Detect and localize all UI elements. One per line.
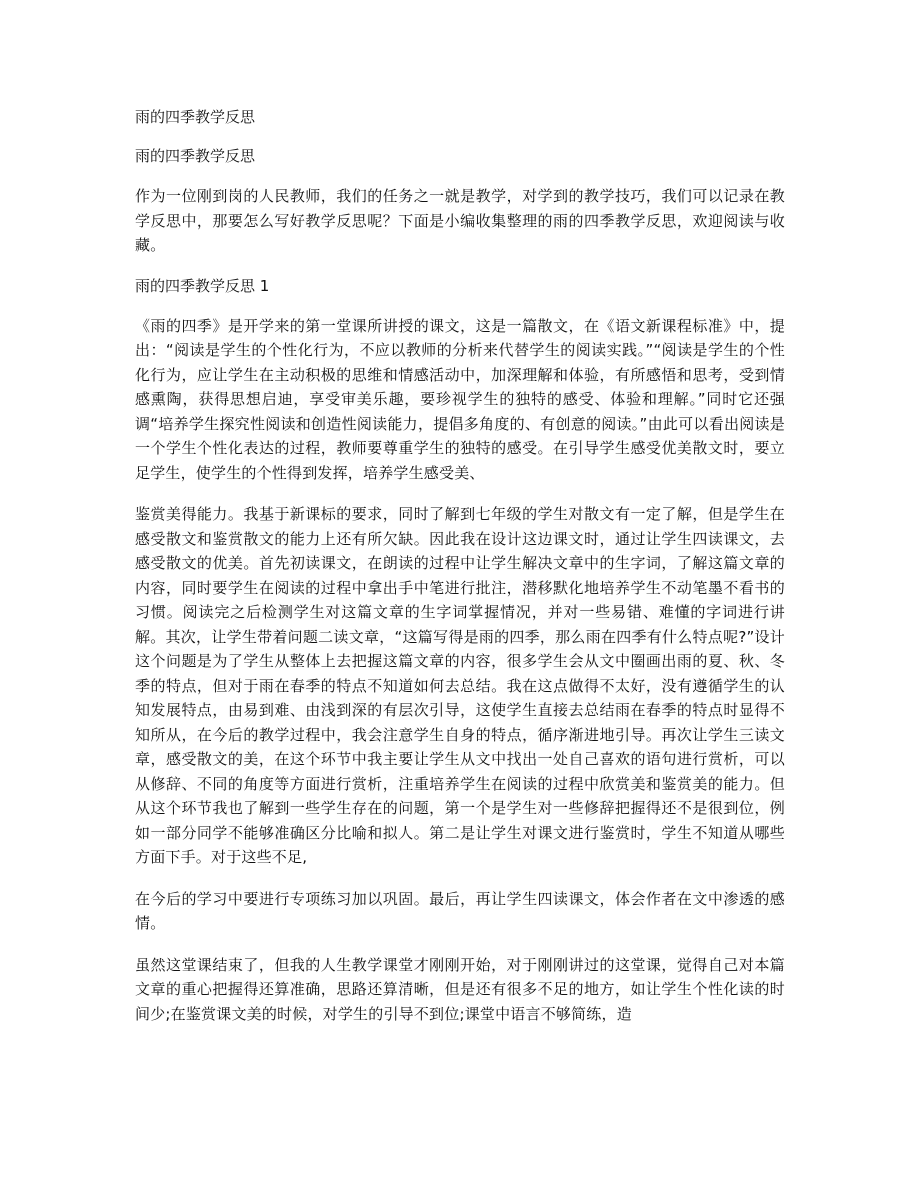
body-paragraph-4: 虽然这堂课结束了，但我的人生教学课堂才刚刚开始，对于刚刚讲过的这堂课，觉得自己对本篇文章的重心把握得还算准确，思路还算清晰，但是还有很多不足的地方，如让学生个性化读的时间少;在鉴赏课文美的时候，对学生的引导不到位;课堂中语言不够简练，造 bbox=[135, 955, 785, 1023]
intro-paragraph: 作为一位刚到岗的人民教师，我们的任务之一就是教学，对学到的教学技巧，我们可以记录在教学反思中，那要怎么写好教学反思呢？下面是小编收集整理的雨的四季教学反思，欢迎阅读与收藏。 bbox=[135, 187, 785, 254]
document-body bbox=[135, 106, 785, 1026]
body-paragraph-3: 在今后的学习中要进行专项练习加以巩固。最后，再让学生四读课文，体会作者在文中渗透的感情。 bbox=[135, 889, 785, 932]
document-subtitle: 雨的四季教学反思 bbox=[135, 147, 256, 165]
document-title: 雨的四季教学反思 bbox=[135, 108, 256, 126]
body-paragraph-2: 鉴赏美得能力。我基于新课标的要求，同时了解到七年级的学生对散文有一定了解，但是学生在感受散文和鉴赏散文的能力上还有所欠缺。因此我在设计这边课文时，通过让学生四读课文，去感受散文的优美。首先初读课文，在朗读的过程中让学生解决文章中的生字词，了解这篇文章的内容，同时要学生在阅读的过程中拿出手中笔进行批注，潜移默化地培养学生不动笔墨不看书的习惯。阅读完之后检测学生对这篇文章的生字词掌握情况，并对一些易错、难懂的字词进行讲解。其次，让学生带着问题二读文章，“这篇写得是雨的四季，那么雨在四季有什么特点呢?”设计这个问题是为了学生从整体上去把握这篇文章的内容，很多学生会从文中圈画出雨的夏、秋、冬季的特点，但对于雨在春季的特点不知道如何去总结。我在这点做得不太好，没有遵循学生的认知发展特点，由易到难、由浅到深的有层次引导，这使学生直接去总结雨在春季的特点时显得不知所从，在今后的教学过程中，我会注意学生自身的特点，循序渐进地引导。再次让学生三读文章，感受散文的美，在这个环节中我主要让学生从文中找出一处自己喜欢的语句进行赏析，可以从修辞、不同的角度等方面进行赏析，注重培养学生在阅读的过程中欣赏美和鉴赏美的能力。但从这个环节我也了解到一些学生存在的问题，第一个是学生对一些修辞把握得还不是很到位，例如一部分同学不能够准确区分比喻和拟人。第二是让学生对课文进行鉴赏时，学生不知道从哪些方面下手。对于这些不足, bbox=[135, 505, 785, 866]
section-heading: 雨的四季教学反思 1 bbox=[135, 276, 270, 295]
body-paragraph-1: 《雨的四季》是开学来的第一堂课所讲授的课文，这是一篇散文，在《语文新课程标准》中，提出：“阅读是学生的个性化行为，不应以教师的分析来代替学生的阅读实践。”“阅读是学生的个性化行为，应让学生在主动积极的思维和情感活动中，加深理解和体验，有所感悟和思考，受到情感熏陶，获得思想启迪，享受审美乐趣，要珍视学生的独特的感受、体验和理解。”同时它还强调“培养学生探究性阅读和创造性阅读能力，提倡多角度的、有创意的阅读。”由此可以看出阅读是一个学生个性化表达的过程，教师要尊重学生的独特的感受。在引导学生感受优美散文时，要立足学生，使学生的个性得到发挥，培养学生感受美、 bbox=[135, 316, 785, 482]
